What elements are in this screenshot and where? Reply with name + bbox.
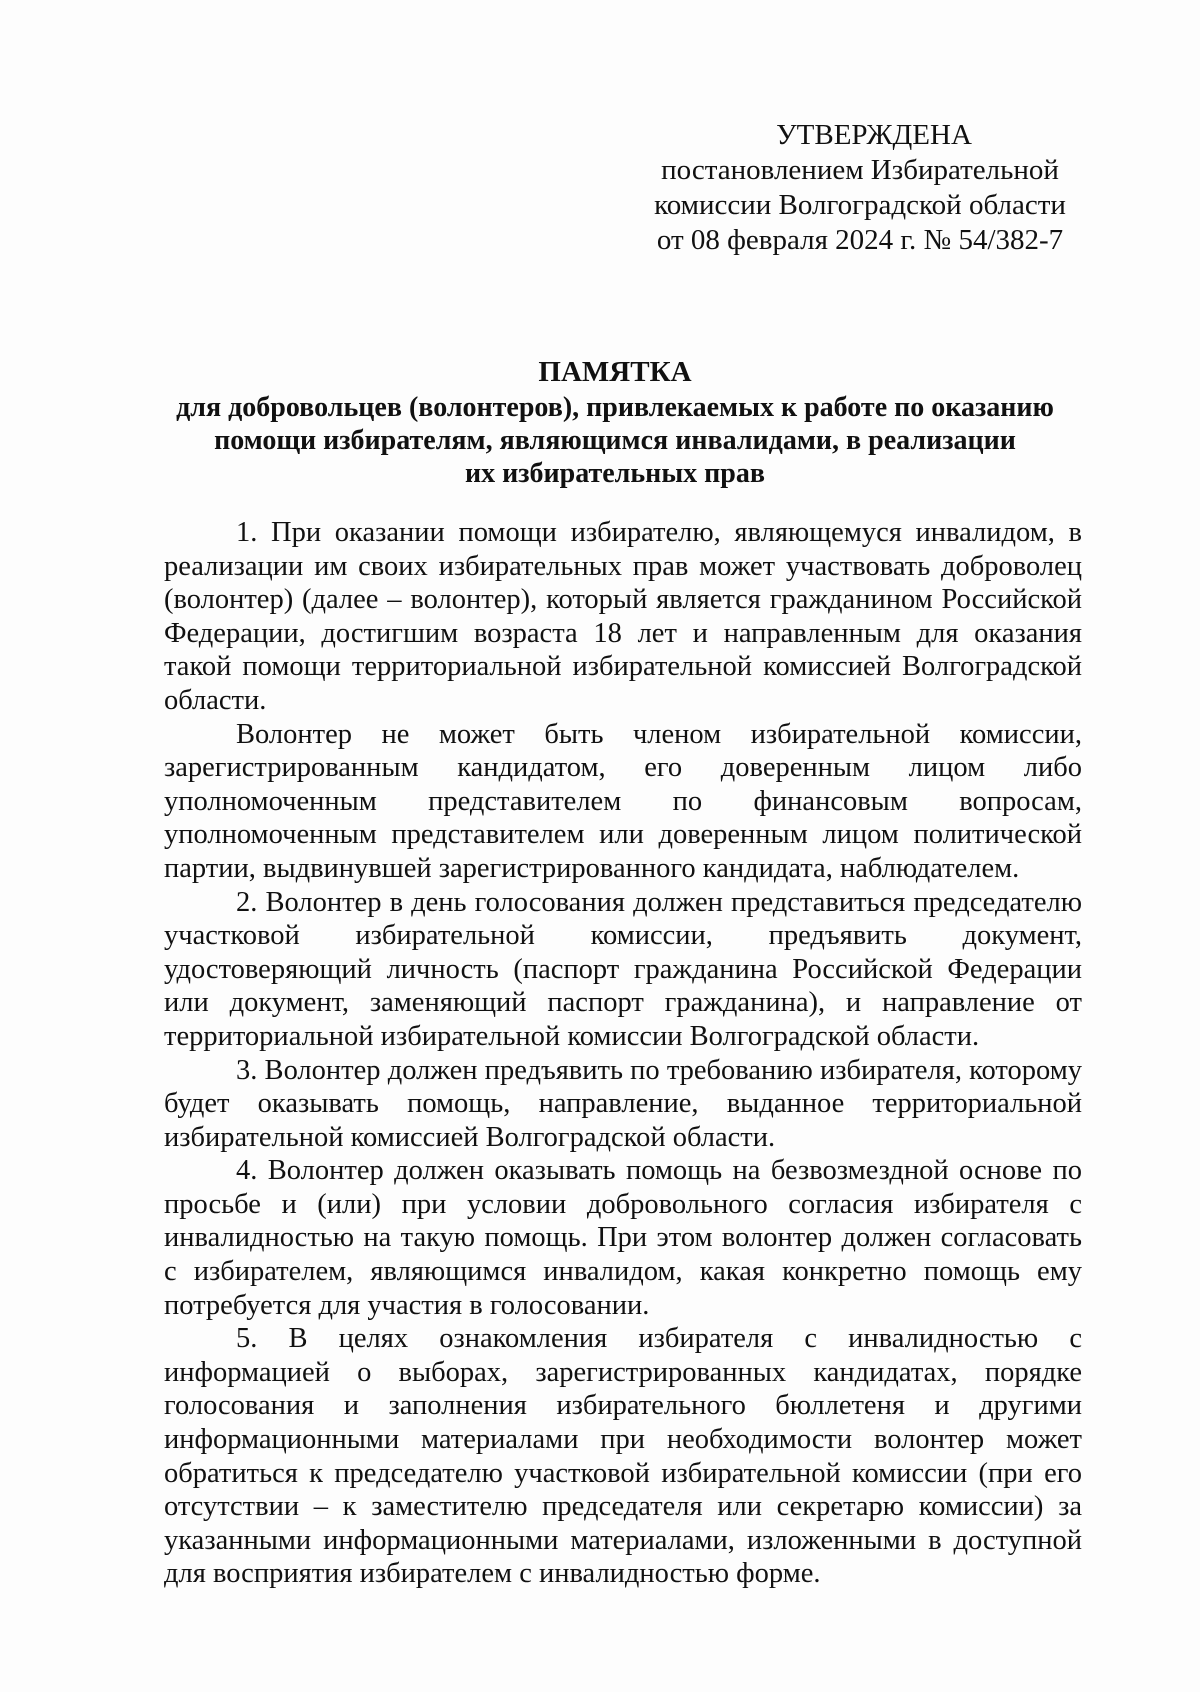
document-body (164, 516, 1082, 1591)
paragraph-4: 4. Волонтер должен оказывать помощь на безвозмездной основе по просьбе и (или) при условии добровольного согласия избирателя с инвалидностью на такую помощь. При этом волонтер должен согласовать с избирателем, являющимся инвалидом, какая конкретно помощь ему потребуется для участия в голосовании. (164, 1155, 1082, 1321)
approval-line-1: постановлением Избирательной (661, 154, 1059, 186)
paragraph-2: 2. Волонтер в день голосования должен представиться председателю участковой избирательной комиссии, предъявить документ, удостоверяющий личность (паспорт гражданина Российской Федерации или документ, заменяющий паспорт гражданина), и направление от территориальной избирательной комиссии Волгоградской области. (164, 886, 1082, 1052)
approval-line-2: комиссии Волгоградской области (654, 189, 1066, 221)
approval-line-3: от 08 февраля 2024 г. № 54/382-7 (656, 224, 1064, 256)
document-subtitle-line-3: их избирательных прав (464, 458, 765, 489)
paragraph-1-continued: Волонтер не может быть членом избирательной комиссии, зарегистрированным кандидатом, его доверенным лицом либо уполномоченным представителем по финансовым вопросам, уполномоченным представителем или доверенным лицом политической партии, выдвинувшей зарегистрированного кандидата, наблюдателем. (164, 718, 1082, 884)
document-subtitle-line-2: помощи избирателям, являющимся инвалидами, в реализации (214, 425, 1016, 456)
document-subtitle-line-1: для добровольцев (волонтеров), привлекаемых к работе по оказанию (176, 392, 1054, 423)
approval-heading: УТВЕРЖДЕНА (776, 119, 972, 151)
paragraph-3: 3. Волонтер должен предъявить по требованию избирателя, которому будет оказывать помощь, направление, выданное территориальной избирательной комиссией Волгоградской области. (164, 1054, 1082, 1153)
paragraph-1: 1. При оказании помощи избирателю, являющемуся инвалидом, в реализации им своих избирательных прав может участвовать доброволец (волонтер) (далее – волонтер), который является гражданином Российской Федерации, достигшим возраста 18 лет и направленным для оказания такой помощи территориальной избирательной комиссией Волгоградской области. (164, 517, 1082, 716)
approval-block (640, 118, 1080, 258)
title-block (150, 356, 1080, 490)
document-title: ПАМЯТКА (538, 356, 692, 388)
paragraph-5: 5. В целях ознакомления избирателя с инвалидностью с информацией о выборах, зарегистрированных кандидатах, порядке голосования и заполнения избирательного бюллетеня и другими информационными материалами при необходимости волонтер может обратиться к председателю участковой избирательной комиссии (при его отсутствии – к заместителю председателя или секретарю комиссии) за указанными информационными материалами, изложенными в доступной для восприятия избирателем с инвалидностью форме. (164, 1323, 1082, 1590)
